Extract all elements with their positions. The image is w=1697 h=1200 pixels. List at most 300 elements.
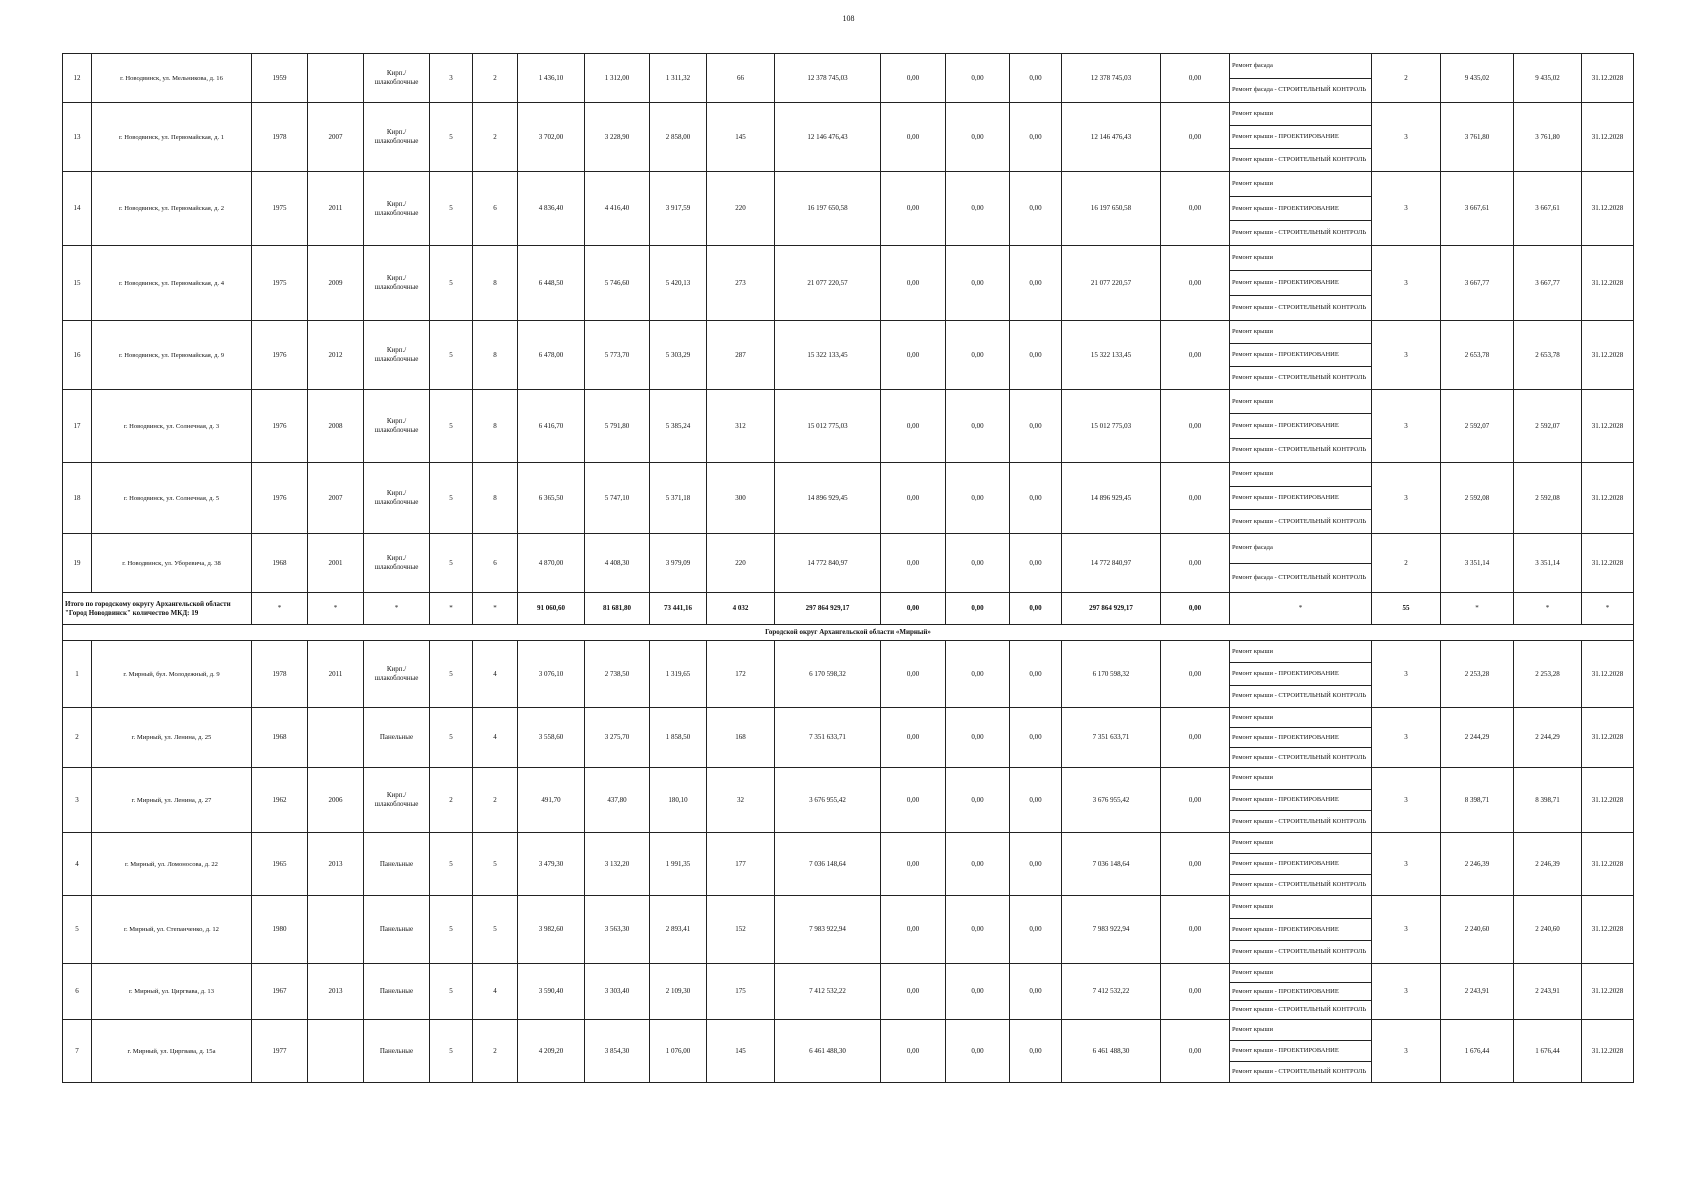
cost-federal: 0,00 [881,534,946,593]
works-list [1230,964,1372,1020]
area-premises: 4 416,40 [585,172,650,246]
row-number: 19 [63,534,92,593]
cost-owners: 15 322 133,45 [1062,321,1161,390]
works-list [1230,321,1372,390]
work-item: Ремонт крыши [1232,839,1273,846]
work-item: Ремонт крыши [1232,968,1273,976]
year-renovated [308,708,364,768]
cost-local: 0,00 [1010,321,1062,390]
work-item: Ремонт крыши [1232,254,1273,261]
cost-federal: 0,00 [881,390,946,463]
floors: 5 [430,103,473,172]
unit-cost-limit: 2 253,28 [1514,641,1582,708]
row-number: 3 [63,768,92,833]
table-row [63,708,1634,768]
completion-date: 31.12.2028 [1582,641,1634,708]
completion-date: 31.12.2028 [1582,246,1634,321]
cost-regional: 0,00 [946,246,1010,321]
total-cost-owners: 297 864 929,17 [1062,593,1161,625]
cost-regional: 0,00 [946,172,1010,246]
wall-material: Кирп./ шлакоблочные [364,463,430,534]
completion-date: 31.12.2028 [1582,768,1634,833]
area-total: 1 436,10 [518,54,585,103]
floors: 5 [430,321,473,390]
area-premises: 5 773,70 [585,321,650,390]
work-item: Ремонт крыши - ПРОЕКТИРОВАНИЕ [1230,789,1371,811]
works-count: 3 [1372,1020,1441,1083]
area-residential: 1 858,50 [650,708,707,768]
wall-material: Кирп./ шлакоблочные [364,54,430,103]
entrances: 5 [473,833,518,896]
cost-regional: 0,00 [946,390,1010,463]
area-total: 4 836,40 [518,172,585,246]
row-number: 2 [63,708,92,768]
residents: 287 [707,321,775,390]
wall-material: Кирп./ шлакоблочные [364,768,430,833]
cost-other: 0,00 [1161,964,1230,1020]
year-built: 1968 [252,708,308,768]
cost-other: 0,00 [1161,1020,1230,1083]
total-cell: * [430,593,473,625]
unit-cost: 3 351,14 [1441,534,1514,593]
cost-federal: 0,00 [881,768,946,833]
works-list [1230,54,1372,103]
year-renovated [308,1020,364,1083]
cost-local: 0,00 [1010,463,1062,534]
wall-material: Кирп./ шлакоблочные [364,172,430,246]
table-row [63,321,1634,390]
work-item: Ремонт крыши [1232,774,1273,782]
work-item: Ремонт крыши - СТРОИТЕЛЬНЫЙ КОНТРОЛЬ [1230,220,1371,245]
area-residential: 2 858,00 [650,103,707,172]
residents: 220 [707,172,775,246]
entrances: 2 [473,768,518,833]
work-item: Ремонт крыши [1232,110,1273,117]
wall-material: Кирп./ шлакоблочные [364,103,430,172]
work-item: Ремонт крыши [1232,397,1273,405]
table-row [63,172,1634,246]
address: г. Мирный, ул. Циргвава, д. 13 [92,964,252,1020]
unit-cost-limit: 3 667,77 [1514,246,1582,321]
cost-total: 7 983 922,94 [775,896,881,964]
cost-owners: 15 012 775,03 [1062,390,1161,463]
cost-federal: 0,00 [881,896,946,964]
cost-regional: 0,00 [946,833,1010,896]
cost-owners: 7 036 148,64 [1062,833,1161,896]
year-built: 1965 [252,833,308,896]
row-number: 18 [63,463,92,534]
unit-cost: 2 240,60 [1441,896,1514,964]
area-residential: 1 076,00 [650,1020,707,1083]
year-renovated: 2009 [308,246,364,321]
cost-local: 0,00 [1010,1020,1062,1083]
floors: 5 [430,534,473,593]
total-cell: * [473,593,518,625]
wall-material: Кирп./ шлакоблочные [364,321,430,390]
work-item: Ремонт крыши - СТРОИТЕЛЬНЫЙ КОНТРОЛЬ [1230,148,1371,171]
wall-material: Панельные [364,708,430,768]
floors: 2 [430,768,473,833]
total-residents: 4 032 [707,593,775,625]
entrances: 8 [473,321,518,390]
area-residential: 5 385,24 [650,390,707,463]
unit-cost: 3 667,61 [1441,172,1514,246]
cost-regional: 0,00 [946,534,1010,593]
cost-total: 3 676 955,42 [775,768,881,833]
address: г. Новодвинск, ул. Солнечная, д. 5 [92,463,252,534]
cost-federal: 0,00 [881,641,946,708]
cost-other: 0,00 [1161,768,1230,833]
cost-total: 16 197 650,58 [775,172,881,246]
cost-owners: 16 197 650,58 [1062,172,1161,246]
work-item: Ремонт крыши - СТРОИТЕЛЬНЫЙ КОНТРОЛЬ [1230,1061,1371,1082]
area-premises: 3 854,30 [585,1020,650,1083]
area-total: 3 479,30 [518,833,585,896]
area-residential: 5 303,29 [650,321,707,390]
wall-material: Кирп./ шлакоблочные [364,534,430,593]
completion-date: 31.12.2028 [1582,896,1634,964]
works-count: 3 [1372,833,1441,896]
completion-date: 31.12.2028 [1582,964,1634,1020]
unit-cost: 2 592,07 [1441,390,1514,463]
year-renovated: 2012 [308,321,364,390]
completion-date: 31.12.2028 [1582,534,1634,593]
address: г. Новодвинск, ул. Первомайская, д. 4 [92,246,252,321]
entrances: 4 [473,964,518,1020]
cost-regional: 0,00 [946,321,1010,390]
unit-cost: 9 435,02 [1441,54,1514,103]
work-item: Ремонт крыши - ПРОЕКТИРОВАНИЕ [1230,486,1371,510]
year-built: 1975 [252,246,308,321]
work-item: Ремонт крыши - ПРОЕКТИРОВАНИЕ [1230,1040,1371,1061]
work-item: Ремонт крыши - СТРОИТЕЛЬНЫЙ КОНТРОЛЬ [1230,366,1371,389]
table-row [63,896,1634,964]
wall-material: Панельные [364,896,430,964]
works-list [1230,172,1372,246]
year-built: 1978 [252,641,308,708]
area-total: 3 590,40 [518,964,585,1020]
total-area-residential: 73 441,16 [650,593,707,625]
work-item: Ремонт фасада - СТРОИТЕЛЬНЫЙ КОНТРОЛЬ [1230,78,1371,103]
floors: 5 [430,964,473,1020]
entrances: 6 [473,534,518,593]
cost-total: 6 170 598,32 [775,641,881,708]
address: г. Новодвинск, ул. Мельникова, д. 16 [92,54,252,103]
floors: 5 [430,172,473,246]
residents: 177 [707,833,775,896]
year-renovated: 2013 [308,964,364,1020]
area-premises: 437,80 [585,768,650,833]
table-row [63,964,1634,1020]
completion-date: 31.12.2028 [1582,103,1634,172]
area-residential: 5 371,18 [650,463,707,534]
area-premises: 2 738,50 [585,641,650,708]
cost-total: 7 036 148,64 [775,833,881,896]
unit-cost-limit: 2 244,29 [1514,708,1582,768]
address: г. Новодвинск, ул. Солнечная, д. 3 [92,390,252,463]
total-cost-federal: 0,00 [881,593,946,625]
cost-local: 0,00 [1010,833,1062,896]
works-list [1230,641,1372,708]
works-count: 3 [1372,321,1441,390]
address: г. Мирный, ул. Степанченко, д. 12 [92,896,252,964]
wall-material: Панельные [364,1020,430,1083]
cost-total: 7 412 532,22 [775,964,881,1020]
year-renovated [308,896,364,964]
area-total: 4 209,20 [518,1020,585,1083]
cost-regional: 0,00 [946,641,1010,708]
cost-federal: 0,00 [881,103,946,172]
works-count: 3 [1372,463,1441,534]
work-item: Ремонт крыши - ПРОЕКТИРОВАНИЕ [1230,853,1371,874]
work-item: Ремонт крыши - СТРОИТЕЛЬНЫЙ КОНТРОЛЬ [1230,295,1371,320]
address: г. Мирный, ул. Циргвава, д. 15а [92,1020,252,1083]
work-item: Ремонт крыши - ПРОЕКТИРОВАНИЕ [1230,982,1371,1001]
unit-cost: 2 243,91 [1441,964,1514,1020]
work-item: Ремонт фасада [1232,61,1273,69]
row-number: 5 [63,896,92,964]
area-premises: 5 746,60 [585,246,650,321]
cost-owners: 6 170 598,32 [1062,641,1161,708]
work-item: Ремонт крыши [1232,470,1273,478]
unit-cost: 2 244,29 [1441,708,1514,768]
work-item: Ремонт фасада [1232,544,1273,552]
address: г. Новодвинск, ул. Первомайская, д. 2 [92,172,252,246]
work-item: Ремонт крыши - СТРОИТЕЛЬНЫЙ КОНТРОЛЬ [1230,747,1371,767]
total-area-premises: 81 681,80 [585,593,650,625]
unit-cost-limit: 2 243,91 [1514,964,1582,1020]
works-list [1230,534,1372,593]
works-list [1230,103,1372,172]
completion-date: 31.12.2028 [1582,172,1634,246]
area-premises: 1 312,00 [585,54,650,103]
completion-date: 31.12.2028 [1582,833,1634,896]
area-premises: 3 303,40 [585,964,650,1020]
cost-federal: 0,00 [881,463,946,534]
area-total: 4 870,00 [518,534,585,593]
residents: 66 [707,54,775,103]
works-list [1230,768,1372,833]
entrances: 4 [473,641,518,708]
cost-total: 12 146 476,43 [775,103,881,172]
cost-other: 0,00 [1161,641,1230,708]
works-count: 3 [1372,390,1441,463]
page-number: 108 [842,14,855,23]
total-cell: * [1441,593,1514,625]
residents: 32 [707,768,775,833]
residents: 172 [707,641,775,708]
cost-federal: 0,00 [881,1020,946,1083]
cost-local: 0,00 [1010,534,1062,593]
cost-regional: 0,00 [946,964,1010,1020]
work-item: Ремонт крыши - ПРОЕКТИРОВАНИЕ [1230,196,1371,221]
cost-total: 14 772 840,97 [775,534,881,593]
cost-federal: 0,00 [881,321,946,390]
year-built: 1976 [252,321,308,390]
unit-cost: 3 761,80 [1441,103,1514,172]
table-row [63,641,1634,708]
cost-regional: 0,00 [946,1020,1010,1083]
cost-federal: 0,00 [881,833,946,896]
row-number: 6 [63,964,92,1020]
row-number: 12 [63,54,92,103]
unit-cost-limit: 2 240,60 [1514,896,1582,964]
unit-cost-limit: 8 398,71 [1514,768,1582,833]
cost-local: 0,00 [1010,768,1062,833]
cost-other: 0,00 [1161,708,1230,768]
year-built: 1976 [252,390,308,463]
cost-owners: 21 077 220,57 [1062,246,1161,321]
capital-repair-table [62,53,1634,1083]
year-renovated: 2011 [308,172,364,246]
cost-other: 0,00 [1161,390,1230,463]
residents: 175 [707,964,775,1020]
floors: 3 [430,54,473,103]
year-renovated: 2013 [308,833,364,896]
entrances: 2 [473,1020,518,1083]
work-item: Ремонт крыши - СТРОИТЕЛЬНЫЙ КОНТРОЛЬ [1230,940,1371,963]
floors: 5 [430,463,473,534]
year-renovated: 2007 [308,103,364,172]
row-number: 13 [63,103,92,172]
cost-local: 0,00 [1010,964,1062,1020]
floors: 5 [430,641,473,708]
works-count: 3 [1372,896,1441,964]
area-premises: 3 275,70 [585,708,650,768]
cost-federal: 0,00 [881,964,946,1020]
cost-other: 0,00 [1161,833,1230,896]
cost-owners: 14 896 929,45 [1062,463,1161,534]
work-item: Ремонт крыши [1232,1026,1273,1033]
total-cell: * [252,593,308,625]
floors: 5 [430,390,473,463]
cost-other: 0,00 [1161,321,1230,390]
total-cost-local: 0,00 [1010,593,1062,625]
area-residential: 3 917,59 [650,172,707,246]
residents: 145 [707,1020,775,1083]
work-item: Ремонт крыши - СТРОИТЕЛЬНЫЙ КОНТРОЛЬ [1230,810,1371,832]
year-built: 1975 [252,172,308,246]
section-title: Городской округ Архангельской области «Мирный» [63,625,1634,641]
works-count: 2 [1372,534,1441,593]
table-row [63,833,1634,896]
works-count: 3 [1372,641,1441,708]
work-item: Ремонт крыши - СТРОИТЕЛЬНЫЙ КОНТРОЛЬ [1230,1000,1371,1019]
area-residential: 1 311,32 [650,54,707,103]
year-built: 1976 [252,463,308,534]
works-count: 3 [1372,103,1441,172]
cost-owners: 12 146 476,43 [1062,103,1161,172]
cost-local: 0,00 [1010,641,1062,708]
cost-regional: 0,00 [946,463,1010,534]
entrances: 8 [473,390,518,463]
work-item: Ремонт крыши [1232,328,1273,335]
area-premises: 3 228,90 [585,103,650,172]
residents: 273 [707,246,775,321]
unit-cost-limit: 2 653,78 [1514,321,1582,390]
year-built: 1980 [252,896,308,964]
entrances: 5 [473,896,518,964]
unit-cost: 2 653,78 [1441,321,1514,390]
area-residential: 3 979,09 [650,534,707,593]
residents: 220 [707,534,775,593]
year-built: 1978 [252,103,308,172]
residents: 312 [707,390,775,463]
wall-material: Панельные [364,833,430,896]
total-row [63,593,1634,625]
wall-material: Кирп./ шлакоблочные [364,390,430,463]
work-item: Ремонт крыши - СТРОИТЕЛЬНЫЙ КОНТРОЛЬ [1230,874,1371,895]
works-list [1230,1020,1372,1083]
total-cost: 297 864 929,17 [775,593,881,625]
row-number: 15 [63,246,92,321]
cost-regional: 0,00 [946,768,1010,833]
cost-local: 0,00 [1010,708,1062,768]
cost-regional: 0,00 [946,708,1010,768]
cost-other: 0,00 [1161,103,1230,172]
work-item: Ремонт крыши - ПРОЕКТИРОВАНИЕ [1230,343,1371,366]
unit-cost: 3 667,77 [1441,246,1514,321]
cost-regional: 0,00 [946,103,1010,172]
area-residential: 2 109,30 [650,964,707,1020]
entrances: 2 [473,54,518,103]
address: г. Новодвинск, ул. Первомайская, д. 1 [92,103,252,172]
cost-owners: 12 378 745,03 [1062,54,1161,103]
unit-cost-limit: 3 351,14 [1514,534,1582,593]
work-item: Ремонт крыши [1232,179,1273,187]
year-built: 1962 [252,768,308,833]
works-count: 3 [1372,172,1441,246]
total-cell: * [1582,593,1634,625]
entrances: 4 [473,708,518,768]
row-number: 4 [63,833,92,896]
wall-material: Кирп./ шлакоблочные [364,246,430,321]
work-item: Ремонт крыши - ПРОЕКТИРОВАНИЕ [1230,662,1371,684]
unit-cost-limit: 3 667,61 [1514,172,1582,246]
works-count: 3 [1372,246,1441,321]
year-renovated: 2006 [308,768,364,833]
area-total: 3 558,60 [518,708,585,768]
area-residential: 5 420,13 [650,246,707,321]
row-number: 17 [63,390,92,463]
residents: 168 [707,708,775,768]
table-row [63,534,1634,593]
cost-other: 0,00 [1161,896,1230,964]
work-item: Ремонт крыши [1232,902,1273,910]
area-premises: 3 563,30 [585,896,650,964]
table-row [63,390,1634,463]
row-number: 14 [63,172,92,246]
completion-date: 31.12.2028 [1582,463,1634,534]
row-number: 1 [63,641,92,708]
cost-other: 0,00 [1161,463,1230,534]
year-renovated [308,54,364,103]
area-premises: 5 791,80 [585,390,650,463]
address: г. Мирный, ул. Ломоносова, д. 22 [92,833,252,896]
cost-other: 0,00 [1161,534,1230,593]
residents: 145 [707,103,775,172]
cost-owners: 14 772 840,97 [1062,534,1161,593]
address: г. Новодвинск, ул. Первомайская, д. 9 [92,321,252,390]
year-built: 1967 [252,964,308,1020]
area-total: 6 416,70 [518,390,585,463]
area-total: 3 076,10 [518,641,585,708]
area-residential: 2 893,41 [650,896,707,964]
total-works-count: 55 [1372,593,1441,625]
unit-cost-limit: 1 676,44 [1514,1020,1582,1083]
entrances: 2 [473,103,518,172]
cost-local: 0,00 [1010,390,1062,463]
